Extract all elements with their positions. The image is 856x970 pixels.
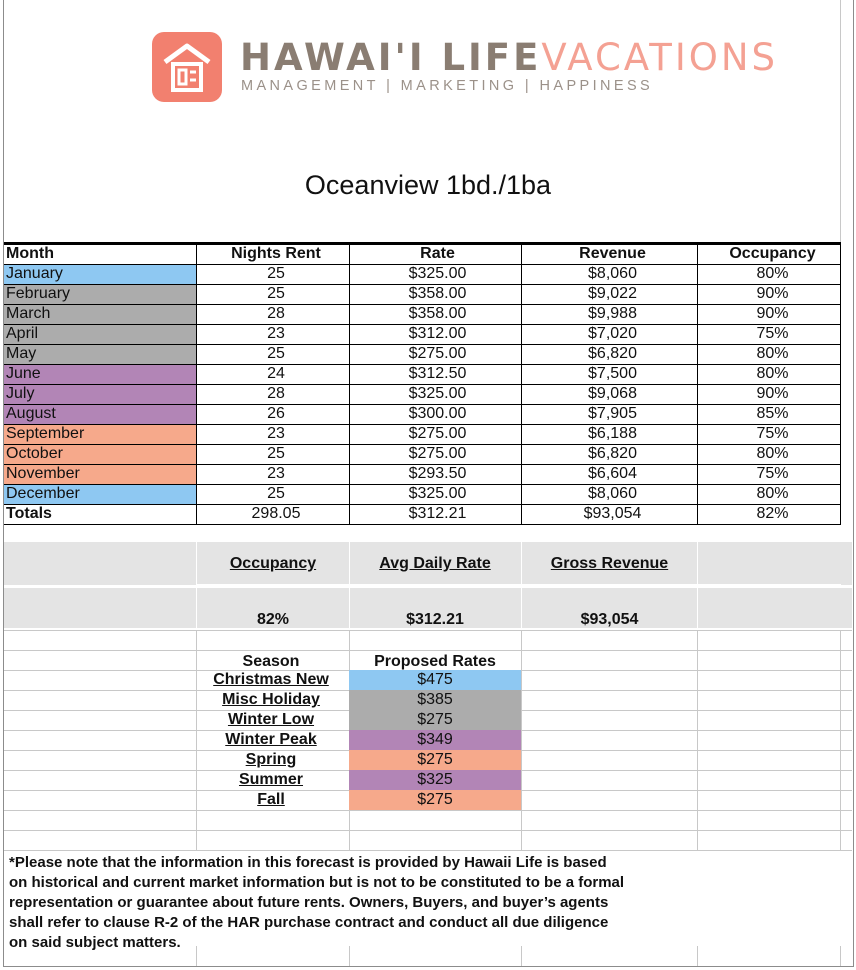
cell-occupancy: 75% xyxy=(756,325,789,342)
proposed-rates-header: Proposed Rates xyxy=(374,653,496,670)
cell-occupancy: 85% xyxy=(756,405,789,422)
grid-line xyxy=(4,630,852,631)
cell-revenue: $8,060 xyxy=(588,485,637,502)
totals-occupancy: 82% xyxy=(756,505,789,522)
table-border xyxy=(4,504,841,505)
table-border xyxy=(521,244,522,524)
table-border xyxy=(697,244,698,524)
table-border xyxy=(4,404,841,405)
season-name: Winter Low xyxy=(227,711,315,728)
totals-label: Totals xyxy=(6,505,52,522)
cell-nights: 25 xyxy=(267,285,285,302)
table-top-border xyxy=(4,242,841,245)
cell-nights: 25 xyxy=(267,485,285,502)
season-rate: $385 xyxy=(349,690,521,710)
season-name: Christmas New xyxy=(213,671,329,688)
cell-occupancy: 80% xyxy=(756,345,789,362)
totals-row xyxy=(4,504,841,524)
grid-line xyxy=(4,850,852,851)
table-border xyxy=(840,244,841,524)
cell-occupancy: 75% xyxy=(756,425,789,442)
grid-line xyxy=(840,0,841,242)
cell-occupancy: 90% xyxy=(756,285,789,302)
cell-rate: $275.00 xyxy=(408,425,467,442)
cell-nights: 25 xyxy=(267,265,285,282)
disclaimer-note: *Please note that the information in this forecast is provided by Hawaii Life is based on historical and current market information but is not to be constituted to be a formal representation or guarantee about future rents. Owners, Buyers, and buyer’s agents shall refer to clause R-2 of the HAR purchase contract and conduct all due diligence on said subject matters. xyxy=(9,854,625,951)
cell-rate: $275.00 xyxy=(408,345,467,362)
grid-line xyxy=(521,630,522,850)
cell-revenue: $6,604 xyxy=(588,465,637,482)
grid-line xyxy=(4,810,852,811)
table-header-rate: Rate xyxy=(420,245,455,262)
season-name: Winter Peak xyxy=(225,731,317,748)
season-name: Spring xyxy=(245,751,297,768)
cell-month: May xyxy=(4,344,197,364)
cell-occupancy: 80% xyxy=(756,265,789,282)
cell-revenue: $7,905 xyxy=(588,405,637,422)
cell-occupancy: 80% xyxy=(756,445,789,462)
cell-month: January xyxy=(4,264,197,284)
table-row xyxy=(4,424,841,444)
season-rate: $275 xyxy=(349,790,521,810)
season-rate: $349 xyxy=(349,730,521,750)
table-header-occupancy: Occupancy xyxy=(729,245,816,262)
cell-nights: 25 xyxy=(267,445,285,462)
table-row xyxy=(4,484,841,504)
table-row xyxy=(4,304,841,324)
cell-nights: 28 xyxy=(267,305,285,322)
cell-rate: $312.00 xyxy=(408,325,467,342)
cell-month: July xyxy=(4,384,197,404)
cell-rate: $312.50 xyxy=(408,365,467,382)
grid-line xyxy=(4,830,852,831)
cell-revenue: $9,988 xyxy=(588,305,637,322)
summary-adr-label: Avg Daily Rate xyxy=(379,555,491,572)
season-name: Misc Holiday xyxy=(222,691,320,708)
cell-nights: 26 xyxy=(267,405,285,422)
table-border xyxy=(4,304,841,305)
table-border xyxy=(4,344,841,345)
season-name: Summer xyxy=(238,771,304,788)
cell-month: October xyxy=(4,444,197,464)
table-header-row xyxy=(4,244,841,264)
table-border xyxy=(4,464,841,465)
cell-month: February xyxy=(4,284,197,304)
table-row xyxy=(4,404,841,424)
cell-month: March xyxy=(4,304,197,324)
cell-revenue: $8,060 xyxy=(588,265,637,282)
table-row xyxy=(4,324,841,344)
table-border xyxy=(4,524,841,525)
table-row xyxy=(4,284,841,304)
cell-rate: $325.00 xyxy=(408,265,467,282)
brand-name-light: VACATIONS xyxy=(541,36,779,79)
cell-occupancy: 90% xyxy=(756,305,789,322)
cell-nights: 23 xyxy=(267,465,285,482)
table-border xyxy=(4,284,841,285)
table-row xyxy=(4,344,841,364)
cell-rate: $358.00 xyxy=(408,305,467,322)
cell-month: December xyxy=(4,484,197,504)
season-name: Fall xyxy=(257,791,285,808)
table-header-revenue: Revenue xyxy=(579,245,646,262)
summary-occupancy-value: 82% xyxy=(256,611,290,628)
table-border xyxy=(4,384,841,385)
cell-month: September xyxy=(4,424,197,444)
totals-nights: 298.05 xyxy=(251,505,301,522)
table-border xyxy=(4,264,841,265)
cell-occupancy: 80% xyxy=(756,485,789,502)
cell-nights: 28 xyxy=(267,385,285,402)
cell-revenue: $6,188 xyxy=(588,425,637,442)
table-row xyxy=(4,464,841,484)
cell-revenue: $6,820 xyxy=(588,445,637,462)
season-rate: $475 xyxy=(349,670,521,690)
cell-revenue: $9,068 xyxy=(588,385,637,402)
cell-nights: 23 xyxy=(267,425,285,442)
totals-revenue: $93,054 xyxy=(583,505,642,522)
season-rate: $275 xyxy=(349,750,521,770)
season-header: Season xyxy=(242,653,300,670)
cell-occupancy: 75% xyxy=(756,465,789,482)
table-border xyxy=(196,244,197,524)
table-row xyxy=(4,264,841,284)
cell-rate: $293.50 xyxy=(408,465,467,482)
grid-line xyxy=(840,946,841,966)
grid-line xyxy=(840,630,841,850)
cell-rate: $358.00 xyxy=(408,285,467,302)
summary-gross-label: Gross Revenue xyxy=(550,555,669,572)
cell-month: June xyxy=(4,364,197,384)
cell-month: November xyxy=(4,464,197,484)
table-border xyxy=(4,444,841,445)
totals-rate: $312.21 xyxy=(408,505,467,522)
grid-line xyxy=(697,630,698,850)
cell-month: August xyxy=(4,404,197,424)
summary-gross-value: $93,054 xyxy=(580,611,639,628)
summary-adr-value: $312.21 xyxy=(406,611,464,628)
table-row xyxy=(4,444,841,464)
brand-tagline: MANAGEMENT | MARKETING | HAPPINESS xyxy=(241,78,654,94)
cell-nights: 25 xyxy=(267,345,285,362)
house-logo-icon xyxy=(152,32,222,102)
table-border xyxy=(4,324,841,325)
cell-rate: $325.00 xyxy=(408,385,467,402)
table-row xyxy=(4,384,841,404)
table-border xyxy=(349,244,350,524)
table-header-month: Month xyxy=(6,245,54,262)
table-header-nights: Nights Rent xyxy=(231,245,321,262)
brand-name xyxy=(240,36,778,79)
cell-revenue: $9,022 xyxy=(588,285,637,302)
table-border xyxy=(4,364,841,365)
season-rate: $275 xyxy=(349,710,521,730)
grid-line xyxy=(4,650,852,651)
cell-rate: $300.00 xyxy=(408,405,467,422)
cell-occupancy: 90% xyxy=(756,385,789,402)
cell-revenue: $6,820 xyxy=(588,345,637,362)
cell-occupancy: 80% xyxy=(756,365,789,382)
cell-nights: 24 xyxy=(267,365,285,382)
season-rate: $325 xyxy=(349,770,521,790)
cell-revenue: $7,020 xyxy=(588,325,637,342)
summary-occupancy-label: Occupancy xyxy=(229,555,317,572)
table-border xyxy=(4,424,841,425)
page-title: Oceanview 1bd./1ba xyxy=(304,170,552,200)
cell-nights: 23 xyxy=(267,325,285,342)
cell-rate: $325.00 xyxy=(408,485,467,502)
cell-rate: $275.00 xyxy=(408,445,467,462)
cell-month: April xyxy=(4,324,197,344)
cell-revenue: $7,500 xyxy=(588,365,637,382)
table-border xyxy=(4,484,841,485)
brand-name-bold: HAWAI'I LIFE xyxy=(240,36,542,79)
table-row xyxy=(4,364,841,384)
grid-line xyxy=(697,946,698,966)
